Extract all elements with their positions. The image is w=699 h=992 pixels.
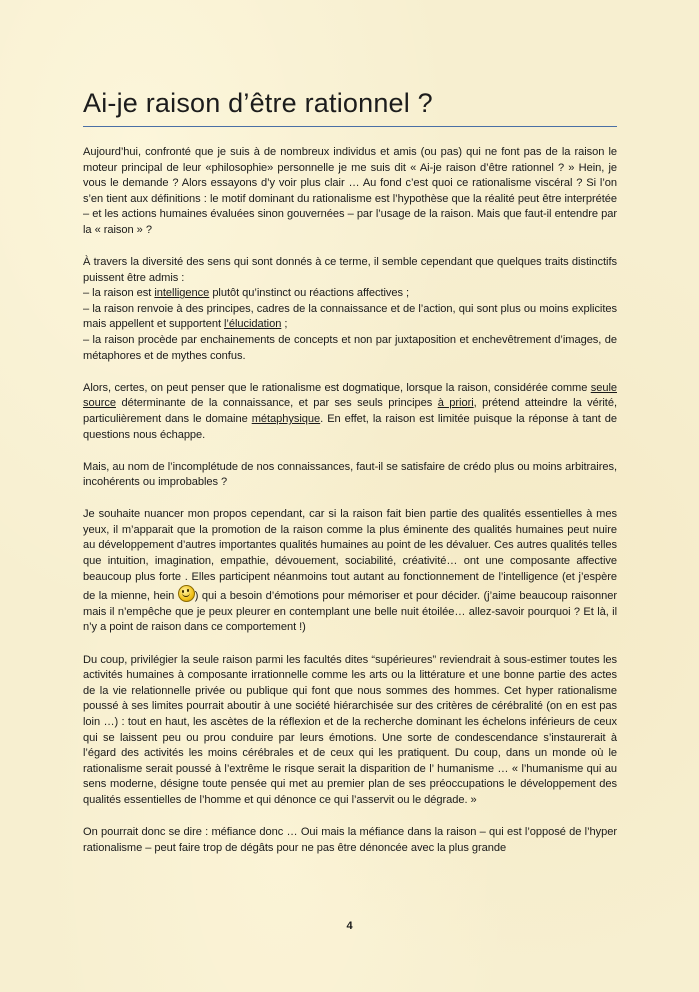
page-title: Ai-je raison d’être rationnel ? [83, 88, 433, 118]
list-item: – la raison renvoie à des principes, cadres de la connaissance et de l’action, qui sont plus ou moins explicites mais appellent et supportent l’élucidation ; [83, 302, 617, 331]
link-intelligence[interactable]: intelligence [154, 287, 210, 300]
link-elucidation[interactable]: l’élucidation [224, 318, 282, 331]
paragraph-hyper-rationalism: Du coup, privilégier la seule raison parmi les facultés dites “supérieures” reviendrait à sous-estimer toutes les activités humaines à composante irrationnelle comme les arts ou la littérature et une bonne partie des actes de la vie relationnelle privée ou publique qui font que nous sommes des hommes. Cet hyper rationalisme poussé à ses limites pourrait aboutir à une société hiérarchisée sur des critères de cérébralité (on en est pas loin …) : tout en haut, les ascètes de la réflexion et de la recherche dominant les échelons inférieurs de ceux qui se laissent peu ou prou conduire par leurs émotions. Une sorte de condescendance s’instaurerait à l’égard des activités les moins cérébrales et de ceux qui les pratiquent. Du coup, dans un monde où le rationalisme serait poussé à l’extrême le risque serait la disparition de l’ humanisme … « l’humanisme qui au sens moderne, désigne toute pensée qui met au premier plan de ses préoccupations le développement des qualités essentielles de l’homme et qui dénonce ce qui l’asservit ou le dégrade. » [83, 653, 617, 806]
paragraph-definitions [83, 255, 617, 364]
page-number: 4 [346, 920, 353, 932]
list-item: – la raison procède par enchainements de concepts et non par juxtaposition et enchevêtrement d’images, de métaphores et de mythes confus. [83, 334, 617, 362]
smiley-wink-icon [178, 585, 195, 602]
link-metaphysique[interactable]: métaphysique [251, 412, 321, 425]
title-divider [83, 126, 617, 127]
link-seule-source[interactable]: seule source [83, 381, 617, 410]
document-page [83, 86, 617, 873]
list-item: – la raison est intelligence plutôt qu’instinct ou réactions affectives ; [83, 287, 410, 300]
paragraph-dogmatism: Alors, certes, on peut penser que le rationalisme est dogmatique, lorsque la raison, considérée comme seule source déterminante de la connaissance, et par ses seuls principes à priori, prétend atteindre la vérité, particulièrement dans le domaine métaphysique. En effet, la raison est limitée puisque la réponse à tant de questions nous échappe. [83, 381, 617, 441]
link-a-priori[interactable]: à priori [437, 397, 474, 410]
paragraph-incompleteness: Mais, au nom de l’incomplétude de nos connaissances, faut-il se satisfaire de crédo plus ou moins arbitraires, incohérents ou improbables ? [83, 460, 617, 489]
paragraph-nuance: Je souhaite nuancer mon propos cependant, car si la raison fait bien partie des qualités essentielles à mes yeux, il m’apparait que la promotion de la raison comme la plus éminente des qualités humaines peut nuire au développement d’autres importantes qualités humaines au point de les dévaluer. Ces autres qualités telles que intuition, imagination, empathie, dévouement, sociabilité, créativité… ont une composante affective beaucoup plus forte . Elles participent néanmoins tout autant au fonctionnement de l’intelligence (et j’espère de la mienne, hein ) qui a besoin d’émotions pour mémoriser et pour décider. (j’aime beaucoup raisonner mais il n’empêche que je peux pleurer en contemplant une belle nuit étoilée… allez-savoir pourquoi ? Et là, il n’y a point de raison dans ce comportement !) [83, 508, 618, 634]
definitions-list [83, 286, 617, 364]
paragraph-mefiance: On pourrait donc se dire : méfiance donc … Oui mais la méfiance dans la raison – qui est l’opposé de l’hyper rationalisme – peut faire trop de dégâts pour ne pas être dénoncée avec la plus grande [83, 825, 617, 854]
paragraph-intro: Aujourd’hui, confronté que je suis à de nombreux individus et amis (ou pas) qui ne font pas de la raison le moteur principal de leur «philosophie» personnelle je me suis dit « Ai-je raison d’être rationnel ? » Hein, je vous le demande ? Alors essayons d’y voir plus clair … Au fond c’est quoi ce rationalisme viscéral ? Si l’on s’en tient aux définitions : le motif dominant du rationalisme est l’hypothèse que la réalité peut être interprétée – et les actions humaines évaluées sinon gouvernées – par l’usage de la raison. Mais que faut-il entendre par la « raison » ? [83, 146, 617, 236]
definitions-intro: À travers la diversité des sens qui sont donnés à ce terme, il semble cependant que quelques traits distinctifs puissent être admis : [83, 256, 617, 284]
